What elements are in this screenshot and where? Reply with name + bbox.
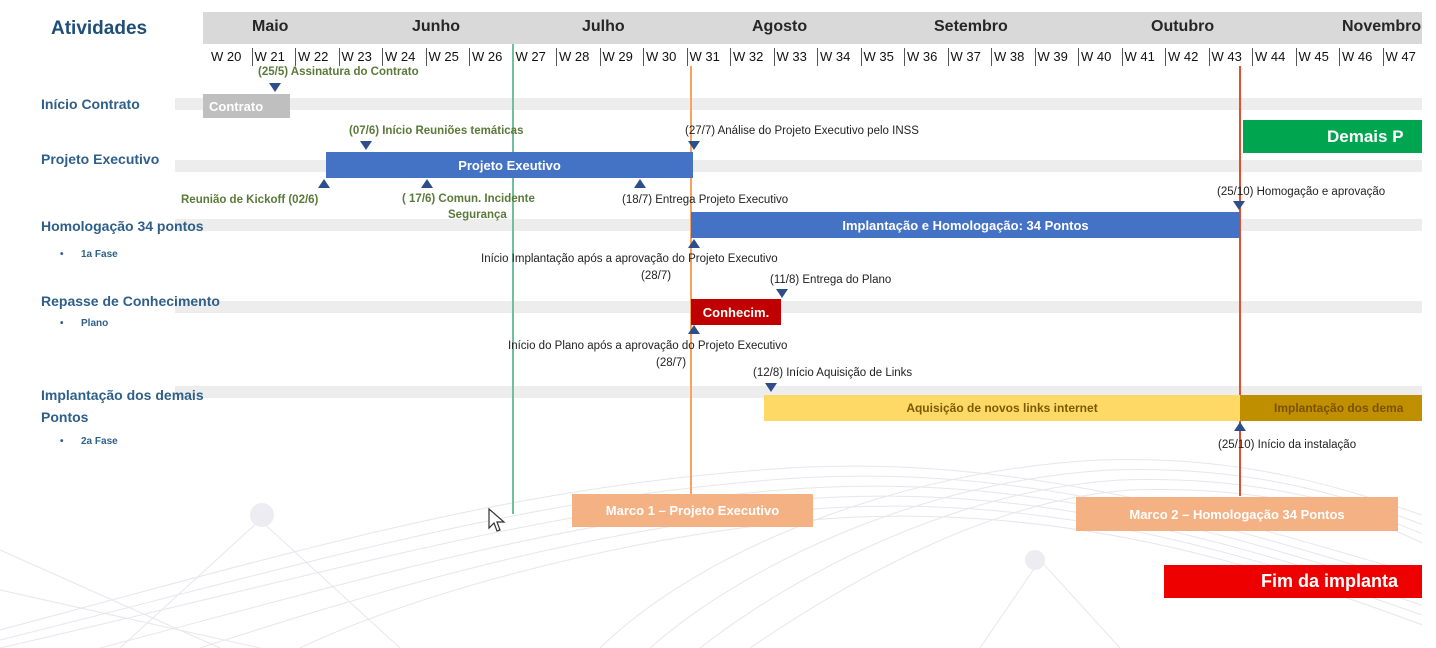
week-separator — [643, 48, 644, 66]
week-label: W 44 — [1255, 49, 1286, 64]
annotation-inicio-instalacao: (25/10) Início da instalação — [1218, 439, 1357, 451]
annotation-entrega-plano: (11/8) Entrega do Plano — [770, 274, 892, 286]
week-label: W 29 — [602, 49, 633, 64]
activities-title: Atividades — [51, 18, 148, 39]
marker-down-icon — [688, 141, 700, 150]
marker-up-icon — [688, 325, 700, 334]
annotation-homologacao-aprovacao: (25/10) Homogação e aprovação — [1217, 186, 1386, 198]
marker-up-icon — [421, 179, 433, 188]
week-label: W 25 — [428, 49, 459, 64]
bar-projeto-executivo: Projeto Exeutivo — [326, 152, 693, 178]
bullet: • — [60, 318, 64, 329]
week-label: W 21 — [254, 49, 285, 64]
annotation-inicio-plano-date: (28/7) — [656, 357, 687, 369]
month-header-band — [203, 12, 1422, 44]
week-label: W 26 — [472, 49, 503, 64]
marker-up-icon — [634, 179, 646, 188]
bar-demais-pontos: Demais P — [1243, 120, 1422, 153]
week-label: W 22 — [298, 49, 329, 64]
week-label: W 31 — [689, 49, 720, 64]
milestone-marco2: Marco 2 – Homologação 34 Pontos — [1076, 497, 1398, 531]
annotation-assinatura: (25/5) Assinatura do Contrato — [258, 66, 419, 78]
week-separator — [817, 48, 818, 66]
week-label: W 36 — [907, 49, 938, 64]
annotation-inicio-plano: Início do Plano após a aprovação do Projeto Executivo — [508, 340, 788, 352]
week-separator — [1078, 48, 1079, 66]
week-separator — [426, 48, 427, 66]
lane-label-repasse: Repasse de Conhecimento — [41, 293, 220, 309]
bullet: • — [60, 436, 64, 447]
annotation-inicio-reunioes: (07/6) Início Reuniões temáticas — [349, 125, 524, 137]
month-label: Junho — [412, 18, 460, 35]
bar-aquisicao-links: Aquisição de novos links internet — [764, 395, 1240, 421]
week-label: W 39 — [1037, 49, 1068, 64]
annotation-analise-inss: (27/7) Análise do Projeto Executivo pelo INSS — [685, 125, 919, 137]
week-separator — [991, 48, 992, 66]
week-label: W 23 — [341, 49, 372, 64]
lane-label-implantacao-line1: Implantação dos demais — [41, 387, 204, 403]
week-separator — [948, 48, 949, 66]
month-label: Outubro — [1151, 18, 1215, 35]
week-separator — [600, 48, 601, 66]
marker-up-icon — [688, 239, 700, 248]
month-label: Maio — [252, 18, 289, 35]
week-label: W 42 — [1168, 49, 1199, 64]
lane-band-contrato — [175, 98, 1422, 110]
week-separator — [1122, 48, 1123, 66]
week-separator — [252, 48, 253, 66]
week-label: W 24 — [385, 49, 416, 64]
week-separator — [687, 48, 688, 66]
month-label: Agosto — [752, 18, 808, 35]
annotation-entrega-projeto: (18/7) Entrega Projeto Executivo — [622, 194, 789, 206]
week-separator — [1383, 48, 1384, 66]
mouse-cursor-icon — [488, 508, 506, 534]
week-label: W 38 — [994, 49, 1025, 64]
bar-contrato: Contrato — [203, 94, 290, 118]
week-separator — [1209, 48, 1210, 66]
lane-label-implantacao-line2: Pontos — [41, 409, 89, 425]
week-separator — [730, 48, 731, 66]
month-label: Setembro — [934, 18, 1008, 35]
week-separator — [1035, 48, 1036, 66]
marker-up-icon — [1234, 422, 1246, 431]
week-label: W 41 — [1124, 49, 1155, 64]
week-label: W 34 — [820, 49, 851, 64]
week-separator — [904, 48, 905, 66]
annotation-aquisicao-links: (12/8) Início Aquisição de Links — [753, 367, 913, 379]
week-label: W 37 — [950, 49, 981, 64]
week-separator — [382, 48, 383, 66]
lane-label-inicio-contrato: Início Contrato — [41, 96, 140, 112]
week-label: W 28 — [559, 49, 590, 64]
bullet: • — [60, 249, 64, 260]
marker-down-icon — [765, 383, 777, 392]
annotation-comun-incidente: ( 17/6) Comun. Incidente — [402, 193, 535, 205]
month-label: Novembro — [1342, 18, 1422, 35]
lane-band-repasse — [175, 301, 1422, 313]
week-separator — [1165, 48, 1166, 66]
marker-down-icon — [360, 141, 372, 150]
week-label: W 45 — [1298, 49, 1329, 64]
bar-implantacao-demais: Implantação dos dema — [1240, 395, 1422, 421]
week-label: W 47 — [1385, 49, 1416, 64]
week-label: W 32 — [733, 49, 764, 64]
week-label: W 35 — [863, 49, 894, 64]
milestone-marco1: Marco 1 – Projeto Executivo — [572, 494, 813, 527]
marker-down-icon — [776, 289, 788, 298]
marker-down-icon — [269, 83, 281, 92]
week-separator — [774, 48, 775, 66]
lane-label-homologacao: Homologação 34 pontos — [41, 218, 204, 234]
background-wave-decoration — [0, 430, 1436, 648]
week-separator — [469, 48, 470, 66]
week-label: W 27 — [515, 49, 546, 64]
week-label: W 46 — [1342, 49, 1373, 64]
week-separator — [556, 48, 557, 66]
milestone-fim-implantacao: Fim da implanta — [1164, 565, 1422, 598]
week-separator — [861, 48, 862, 66]
week-separator — [295, 48, 296, 66]
lane-label-projeto-executivo: Projeto Executivo — [41, 151, 160, 167]
right-margin — [1422, 0, 1436, 648]
week-label: W 43 — [1211, 49, 1242, 64]
sub-label-2a-fase: 2a Fase — [81, 436, 118, 447]
annotation-inicio-implantacao: Início Implantação após a aprovação do Projeto Executivo — [481, 253, 778, 265]
week-label: W 33 — [776, 49, 807, 64]
marker-down-icon — [1233, 201, 1245, 210]
week-label: W 30 — [646, 49, 677, 64]
marker-up-icon — [318, 179, 330, 188]
bar-implantacao-homologacao: Implantação e Homologação: 34 Pontos — [691, 212, 1240, 238]
month-label: Julho — [582, 18, 625, 35]
annotation-seguranca: Segurança — [448, 209, 507, 221]
week-label: W 20 — [211, 49, 242, 64]
week-label: W 40 — [1081, 49, 1112, 64]
sub-label-1a-fase: 1a Fase — [81, 249, 118, 260]
week-separator — [1252, 48, 1253, 66]
week-separator — [1339, 48, 1340, 66]
bar-conhecimento: Conhecim. — [691, 299, 781, 325]
week-separator — [339, 48, 340, 66]
milestone2-line — [1239, 66, 1241, 496]
annotation-kickoff: Reunião de Kickoff (02/6) — [181, 194, 319, 206]
annotation-inicio-implantacao-date: (28/7) — [641, 270, 672, 282]
current-date-line — [512, 44, 514, 514]
sub-label-plano: Plano — [81, 318, 109, 329]
week-separator — [1296, 48, 1297, 66]
